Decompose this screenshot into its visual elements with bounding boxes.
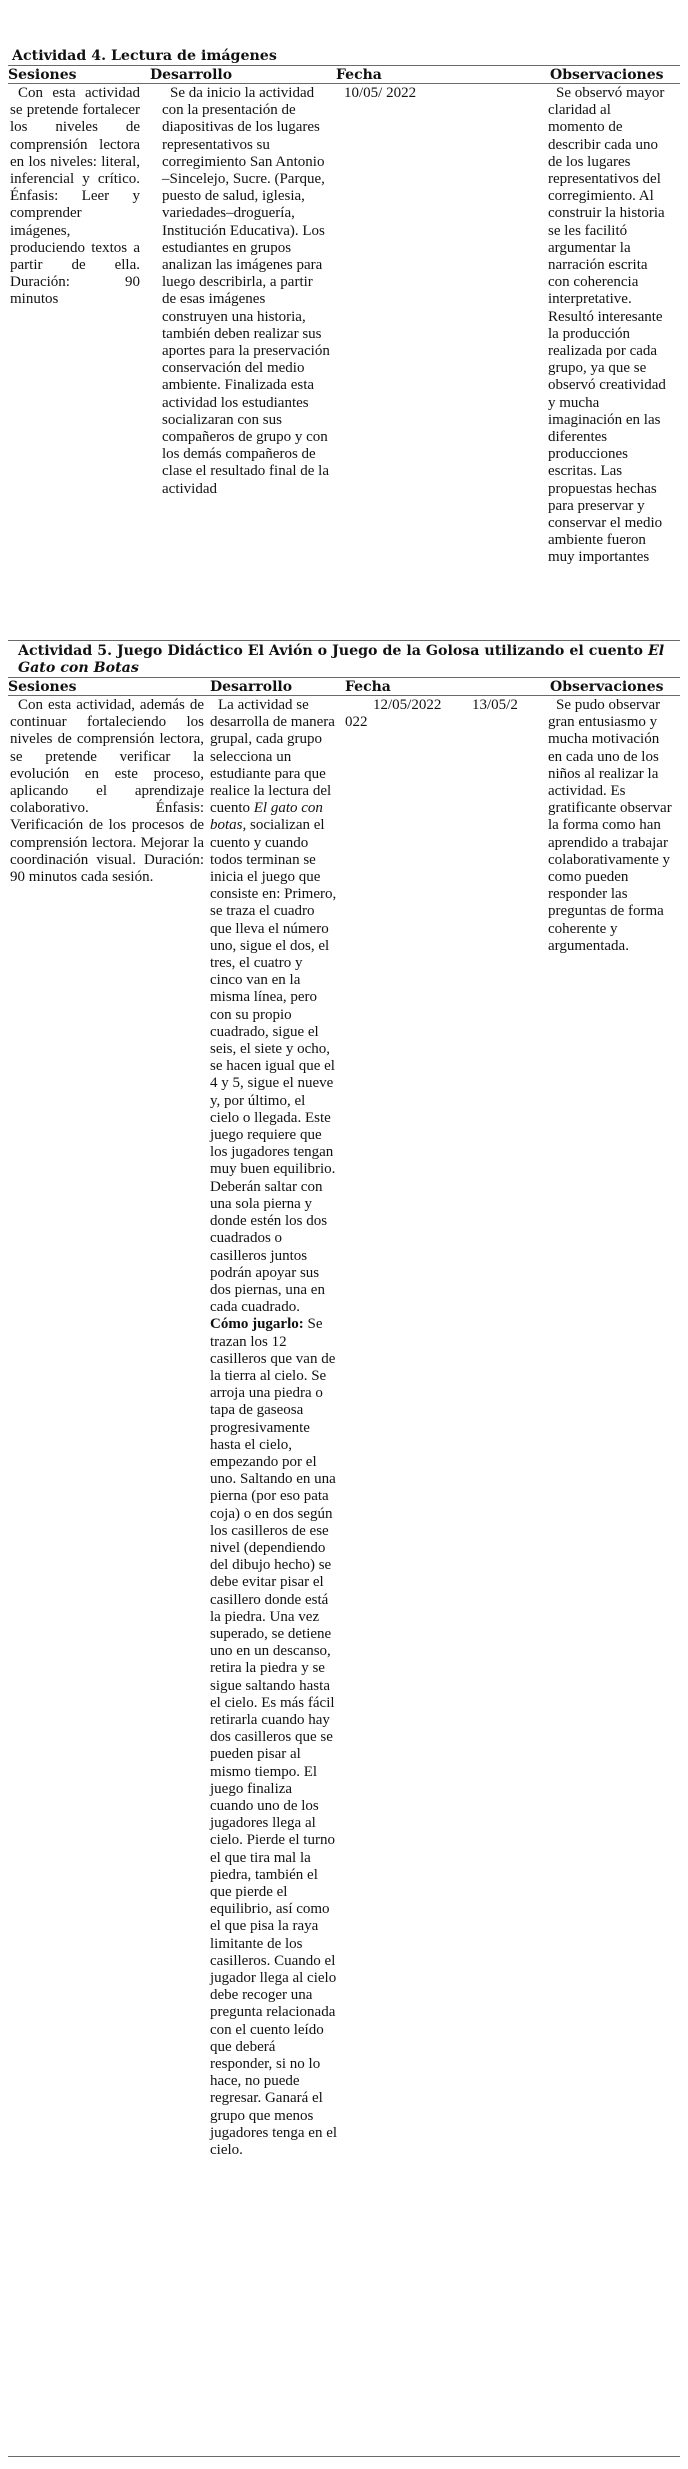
activity4-desarrollo-cell: Se da inicio la actividad con la presentación de diapositivas de los lugares representativos su corregimiento San Antonio –Sincelejo, Sucre. (Parque, puesto de salud, iglesia, variedades–droguería, Institución Educativa). Los estudiantes en grupos analizan las imágenes para luego describirla, a partir de esas imágenes construyen una historia, también deben realizar sus aportes para la preservación conservación del medio ambiente. Finalizada esta actividad los estudiantes socializaran con sus compañeros de grupo y con los demás compañeros de clase el resultado final de la actividad (162, 85, 330, 497)
activity4-sesiones-cell: Con esta actividad se pretende fortalecer los niveles de comprensión lectora en los niveles: literal, inferencial y crítico. Énfasis: Leer y comprender imágenes, produciendo textos a partir de ella. Duración: 90 minutos (10, 85, 140, 308)
activity5-fecha-1: 12/05/2022 (373, 697, 442, 713)
activity4-header-fecha: Fecha (336, 67, 382, 83)
activity5-title (18, 643, 678, 677)
activity4-header-observaciones: Observaciones (550, 67, 664, 83)
activity5-fecha-2a: 13/05/2 (472, 697, 518, 713)
activity5-header-desarrollo: Desarrollo (210, 679, 293, 695)
activity5-sesiones-cell: Con esta actividad, además de continuar fortaleciendo los niveles de comprensión lectora, se pretende verificar la evolución en este proceso, aplicando el aprendizaje colaborativo. Énfasis: Verificación de los procesos de comprensión lectora. Mejorar la coordinación visual. Duración: 90 minutos cada sesión. (10, 697, 204, 886)
activity5-title-text: Actividad 5. Juego Didáctico El Avión o Juego de la Golosa utilizando el cuento (18, 643, 648, 659)
activity5-desarrollo-cell (210, 697, 338, 2159)
activity5-header-sesiones: Sesiones (8, 679, 77, 695)
activity4-observaciones-cell: Se observó mayor claridad al momento de describir cada uno de los lugares representativos del corregimiento. Al construir la historia se les facilitó argumentar la narración escrita con coherencia interpretative. Resultó interesante la producción realizada por cada grupo, ya que se observó creatividad y mucha imaginación en las diferentes producciones escritas. Las propuestas hechas para preservar y conservar el medio ambiente fueron muy importantes (548, 85, 666, 566)
activity5-bottom-rule (8, 2456, 680, 2457)
activity4-top-rule (8, 65, 680, 66)
activity5-header-rule (8, 695, 680, 696)
activity5-desarrollo-intro: La actividad se desarrolla de manera grupal, cada grupo selecciona un estudiante para que realice la lectura del cuento (210, 697, 335, 817)
activity5-header-fecha: Fecha (345, 679, 391, 695)
activity5-desarrollo-heading: Cómo jugarlo: (210, 1316, 304, 1333)
activity4-bottom-rule (8, 640, 680, 641)
activity5-desarrollo-steps: socializan el cuento y cuando todos terminan se inicia el juego que consiste en: Primero, se traza el cuadro que lleva el número uno, sigue el dos, el tres, el cuatro y cinco van en la misma línea, pero con su propio cuadrado, sigue el seis, el siete y ocho, se hacen igual que el 4 y 5, sigue el nueve y, por último, el cielo o llegada. Este juego requiere que los jugadores tengan muy buen equilibrio. Deberán saltar con una sola pierna y donde estén los dos cuadrados o casilleros juntos podrán apoyar sus dos piernas, una en cada cuadrado. (210, 817, 337, 1316)
activity4-header-rule (8, 83, 680, 84)
activity5-desarrollo-book: El gato con botas, (210, 800, 323, 834)
activity4-title: Actividad 4. Lectura de imágenes (12, 48, 277, 64)
activity5-observaciones-cell: Se pudo observar gran entusiasmo y mucha motivación en cada uno de los niños al realizar la actividad. Es gratificante observar la forma como han aprendido a trabajar colaborativamente y como pueden responder las preguntas de forma coherente y argumentada. (548, 697, 672, 954)
activity4-fecha-cell: 10/05/ 2022 (344, 85, 417, 101)
activity5-fecha-2b: 022 (345, 714, 368, 730)
activity4-header-sesiones: Sesiones (8, 67, 77, 83)
activity4-header-desarrollo: Desarrollo (150, 67, 233, 83)
activity5-top-rule (8, 677, 680, 678)
activity5-title-book: El Gato con Botas (18, 643, 665, 676)
activity5-desarrollo-rules: Se trazan los 12 casilleros que van de la tierra al cielo. Se arroja una piedra o tapa de gaseosa progresivamente hasta el cielo, empezando por el uno. Saltando en una pierna (por eso pata coja) o en dos según los casilleros de ese nivel (dependiendo del dibujo hecho) se debe evitar pisar el casillero donde está la piedra. Una vez superado, se detiene uno en un descanso, retira la piedra y se sigue saltando hasta el cielo. Es más fácil retirarla cuando hay dos casilleros que se pueden pisar al mismo tiempo. El juego finaliza cuando uno de los jugadores llega al cielo. Pierde el turno el que tira mal la piedra, también el que pierde el equilibrio, así como el que pisa la raya limitante de los casilleros. Cuando el jugador llega al cielo debe recoger una pregunta relacionada con el cuento leído que deberá responder, si no lo hace, no puede regresar. Ganará el grupo que menos jugadores tenga en el cielo. (210, 1316, 338, 2159)
activity5-header-observaciones: Observaciones (550, 679, 664, 695)
